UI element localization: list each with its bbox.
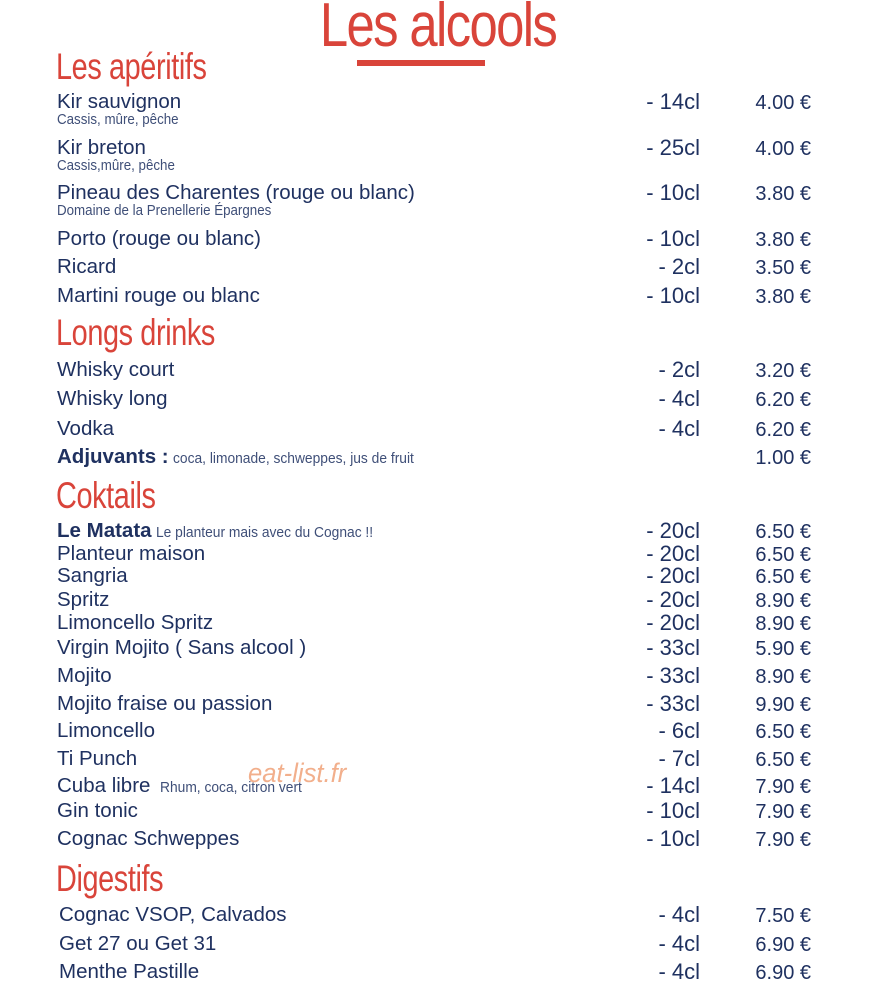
item-note: Le planteur mais avec du Cognac !! — [155, 524, 373, 541]
item-volume: - 20cl — [646, 563, 700, 588]
menu-item — [0, 960, 876, 986]
item-name: Get 27 ou Get 31 — [59, 932, 217, 955]
item-price: 6.50 € — [755, 566, 811, 588]
item-volume: - 10cl — [646, 798, 700, 823]
menu-item — [0, 445, 876, 471]
item-volume: - 10cl — [646, 226, 700, 251]
item-price: 3.20 € — [755, 360, 811, 382]
section-title-coktails: Coktails — [56, 475, 156, 516]
section-title-aperitifs: Les apéritifs — [56, 46, 207, 87]
item-price: 6.90 € — [755, 934, 811, 956]
item-name: Cognac VSOP, Calvados — [59, 903, 287, 926]
item-name: Mojito — [57, 664, 112, 687]
menu-item — [0, 284, 876, 310]
item-volume: - 33cl — [646, 635, 700, 660]
item-price: 5.90 € — [755, 638, 811, 660]
menu-item — [0, 180, 876, 219]
menu-item — [0, 799, 876, 825]
item-price: 8.90 € — [755, 666, 811, 688]
menu-item — [0, 903, 876, 929]
menu-item — [0, 227, 876, 253]
item-price: 4.00 € — [755, 92, 811, 114]
item-price: 8.90 € — [755, 590, 811, 612]
page-title: Les alcools — [319, 0, 557, 60]
item-volume: - 33cl — [646, 691, 700, 716]
item-volume: - 20cl — [646, 610, 700, 635]
menu-item — [0, 664, 876, 690]
menu-item — [0, 255, 876, 281]
item-description: Cassis,mûre, pêche — [57, 158, 175, 174]
menu-item — [0, 564, 876, 590]
item-name: Mojito fraise ou passion — [57, 692, 273, 715]
item-price: 6.50 € — [755, 544, 811, 566]
item-price: 3.50 € — [755, 257, 811, 279]
item-name: Pineau des Charentes (rouge ou blanc) — [57, 181, 415, 204]
item-name: Sangria — [57, 564, 128, 587]
item-volume: - 4cl — [658, 959, 700, 984]
item-price: 3.80 € — [755, 286, 811, 308]
menu-item — [0, 611, 876, 637]
item-name: Ricard — [57, 255, 117, 278]
item-name: Spritz — [57, 588, 110, 611]
menu-item — [0, 747, 876, 773]
item-name: Menthe Pastille — [59, 960, 200, 983]
item-price: 1.00 € — [755, 447, 811, 469]
item-name: Kir breton — [57, 136, 146, 159]
item-price: 9.90 € — [755, 694, 811, 716]
menu-item — [0, 387, 876, 413]
item-name: Cognac Schweppes — [57, 827, 240, 850]
item-price: 7.50 € — [755, 905, 811, 927]
item-price: 3.80 € — [755, 229, 811, 251]
item-name: Le Matata — [57, 519, 152, 542]
menu-item — [0, 89, 876, 128]
item-volume: - 10cl — [646, 826, 700, 851]
menu-item — [0, 417, 876, 443]
menu-item — [0, 358, 876, 384]
watermark: eat-list.fr — [248, 758, 347, 788]
item-volume: - 2cl — [658, 254, 700, 279]
item-description: Cassis, mûre, pêche — [57, 112, 179, 128]
item-volume: - 4cl — [658, 931, 700, 956]
item-name: Whisky long — [57, 387, 168, 410]
item-name: Adjuvants : — [57, 445, 169, 468]
item-name: Limoncello Spritz — [57, 611, 214, 634]
item-volume: - 4cl — [658, 902, 700, 927]
item-name: Virgin Mojito ( Sans alcool ) — [57, 636, 307, 659]
item-price: 6.50 € — [755, 721, 811, 743]
menu-item — [0, 692, 876, 718]
item-price: 6.20 € — [755, 419, 811, 441]
item-name: Vodka — [57, 417, 114, 440]
item-price: 8.90 € — [755, 613, 811, 635]
menu-item — [0, 636, 876, 662]
item-name: Planteur maison — [57, 542, 206, 565]
item-note: Rhum, coca, citron vert — [160, 779, 303, 796]
item-volume: - 20cl — [646, 541, 700, 566]
item-volume: - 6cl — [658, 718, 700, 743]
item-price: 7.90 € — [755, 801, 811, 823]
item-description: Domaine de la Prenellerie Épargnes — [57, 203, 272, 219]
item-volume: - 25cl — [646, 135, 700, 160]
item-volume: - 10cl — [646, 180, 700, 205]
item-price: 3.80 € — [755, 183, 811, 205]
item-name: Ti Punch — [57, 747, 138, 770]
item-name: Limoncello — [57, 719, 155, 742]
menu-item — [0, 827, 876, 853]
item-name: Gin tonic — [57, 799, 138, 822]
item-price: 6.50 € — [755, 749, 811, 771]
item-volume: - 14cl — [646, 89, 700, 114]
item-name: Whisky court — [57, 358, 175, 381]
title-underline — [357, 60, 485, 66]
item-volume: - 7cl — [658, 746, 700, 771]
item-price: 6.20 € — [755, 389, 811, 411]
item-volume: - 2cl — [658, 357, 700, 382]
section-title-digestifs: Digestifs — [56, 858, 164, 899]
menu-item — [0, 774, 876, 800]
item-volume: - 14cl — [646, 773, 700, 798]
menu-item — [0, 932, 876, 958]
item-name: Cuba libre — [57, 774, 151, 797]
item-volume: - 4cl — [658, 416, 700, 441]
item-price: 6.50 € — [755, 521, 811, 543]
item-note: coca, limonade, schweppes, jus de fruit — [172, 450, 414, 467]
item-price: 6.90 € — [755, 962, 811, 984]
section-title-longs-drinks: Longs drinks — [56, 312, 215, 353]
item-volume: - 4cl — [658, 386, 700, 411]
item-name: Kir sauvignon — [57, 90, 182, 113]
item-name: Porto (rouge ou blanc) — [57, 227, 261, 250]
item-price: 7.90 € — [755, 829, 811, 851]
item-volume: - 20cl — [646, 518, 700, 543]
item-price: 7.90 € — [755, 776, 811, 798]
menu-item — [0, 135, 876, 174]
item-price: 4.00 € — [755, 138, 811, 160]
item-volume: - 20cl — [646, 587, 700, 612]
item-name-wrap — [57, 445, 434, 471]
item-volume: - 33cl — [646, 663, 700, 688]
item-name: Martini rouge ou blanc — [57, 284, 260, 307]
menu-item — [0, 719, 876, 745]
item-volume: - 10cl — [646, 283, 700, 308]
